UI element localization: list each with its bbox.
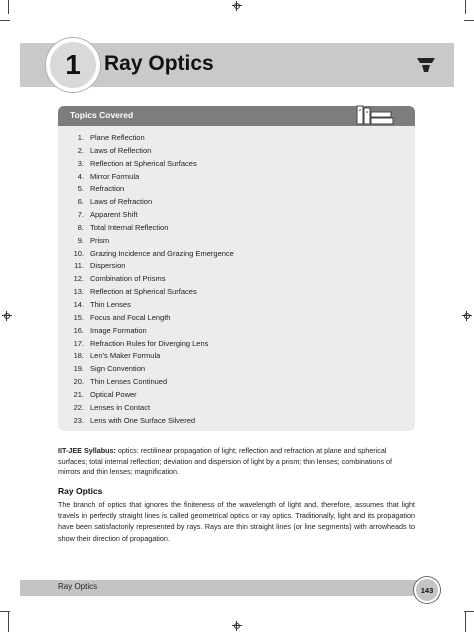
chapter-title: Ray Optics [104, 52, 214, 75]
topic-list-item [66, 273, 234, 286]
topic-number: 20. [73, 377, 84, 387]
topic-list-item [66, 260, 234, 273]
topic-label: Total Internal Reflection [90, 222, 169, 232]
topic-list-item [66, 415, 234, 428]
topic-list-item [66, 196, 234, 209]
topic-number: 1. [77, 133, 84, 142]
topic-label: Prism [90, 235, 110, 245]
topic-number: 16. [73, 325, 84, 335]
topic-number: 2. [77, 145, 84, 155]
registration-mark-icon [232, 621, 242, 631]
topic-number: 15. [73, 312, 84, 322]
topic-list-item [66, 312, 234, 325]
topic-number: 22. [73, 402, 84, 412]
crop-mark [0, 20, 10, 21]
topic-label: Grazing Incidence and Grazing Emergence [90, 248, 234, 258]
topic-label: Focus and Focal Length [90, 312, 171, 322]
chapter-number: 1 [46, 38, 100, 92]
topic-label: Laws of Reflection [90, 145, 152, 155]
topic-label: Laws of Refraction [90, 197, 153, 207]
topic-list-item [66, 171, 234, 184]
registration-mark-icon [232, 1, 242, 11]
topic-list-item [66, 286, 234, 299]
topic-number: 19. [73, 364, 84, 374]
topic-number: 8. [77, 222, 84, 232]
topic-number: 5. [77, 184, 84, 194]
topic-list-item [66, 325, 234, 338]
topic-label: Thin Lenses [90, 299, 131, 309]
topic-label: Refraction Rules for Diverging Lens [90, 338, 209, 348]
topic-number: 9. [77, 235, 84, 245]
topic-number: 23. [73, 415, 84, 425]
topics-covered-title: Topics Covered [70, 110, 134, 120]
topic-label: Image Formation [90, 325, 147, 335]
topic-number: 14. [73, 299, 84, 309]
topic-label: Lenses in Contact [90, 402, 151, 412]
syllabus-text: optics: rectilinear propagation of light; reflection and refraction at plane and spherical surfaces; total internal reflection; deviation and dispersion of light by a prism; thin lenses; combinations of mirrors and thin lenses; magnification. [58, 446, 392, 477]
topic-list-item [66, 183, 234, 196]
crop-mark [8, 612, 9, 632]
topic-label: Mirror Formula [90, 171, 140, 181]
topic-label: Apparent Shift [90, 210, 138, 220]
topic-list [66, 132, 234, 427]
registration-mark-icon [2, 311, 12, 321]
topic-list-item [66, 158, 234, 171]
topic-number: 13. [73, 287, 84, 297]
topic-number: 10. [73, 248, 84, 258]
topic-label: Reflection at Spherical Surfaces [90, 287, 197, 297]
topic-list-item [66, 350, 234, 363]
topic-label: Reflection at Spherical Surfaces [90, 158, 197, 168]
topic-number: 6. [77, 197, 84, 207]
section-body: The branch of optics that ignores the finiteness of the wavelength of light and, therefore, assumes that light travels in perfectly straight lines is called geometrical optics or ray optics. Traditionally, light and its propagation have been satisfactorily represented by rays. Rays are thin straight lines (or line segments) with arrowheads to show their direction of propagation. [58, 500, 415, 543]
topic-label: Thin Lenses Continued [90, 377, 168, 387]
topic-number: 4. [77, 171, 84, 181]
crop-mark [8, 0, 9, 14]
topic-list-item [66, 222, 234, 235]
topic-list-item [66, 209, 234, 222]
topic-label: Dispersion [90, 261, 126, 271]
topic-list-item [66, 235, 234, 248]
syllabus-paragraph [58, 446, 415, 478]
crop-mark [465, 0, 466, 14]
topic-number: 7. [77, 210, 84, 220]
topic-label: Combination of Prisms [90, 274, 166, 284]
topic-number: 11. [74, 261, 84, 271]
footer-label: Ray Optics [58, 582, 98, 591]
topic-list-item [66, 248, 234, 261]
topic-label: Refraction [90, 184, 125, 194]
crop-mark [464, 611, 474, 612]
crop-mark [464, 20, 474, 21]
topic-number: 21. [73, 389, 84, 399]
books-icon [355, 102, 395, 126]
publisher-logo-icon [416, 56, 436, 74]
topic-list-item [66, 145, 234, 158]
section-heading: Ray Optics [58, 486, 103, 496]
topic-label: Optical Power [90, 389, 137, 399]
crop-mark [465, 612, 466, 632]
crop-mark [0, 611, 10, 612]
topic-list-item [66, 363, 234, 376]
topic-number: 3. [77, 158, 84, 168]
topic-label: Sign Convention [90, 364, 146, 374]
topic-label: Plane Reflection [90, 133, 145, 142]
page-number: 143 [414, 577, 440, 603]
topic-number: 12. [73, 274, 84, 284]
topic-list-item [66, 389, 234, 402]
topic-list-item [66, 132, 234, 145]
topic-list-item [66, 376, 234, 389]
topic-list-item [66, 299, 234, 312]
registration-mark-icon [462, 311, 472, 321]
topic-list-item [66, 338, 234, 351]
topic-list-item [66, 402, 234, 415]
topic-label: Lens with One Surface Silvered [90, 415, 196, 425]
topic-label: Len’s Maker Formula [90, 351, 161, 361]
topic-number: 18. [73, 351, 84, 361]
syllabus-label: IIT-JEE Syllabus: [58, 446, 116, 455]
topic-number: 17. [73, 338, 84, 348]
